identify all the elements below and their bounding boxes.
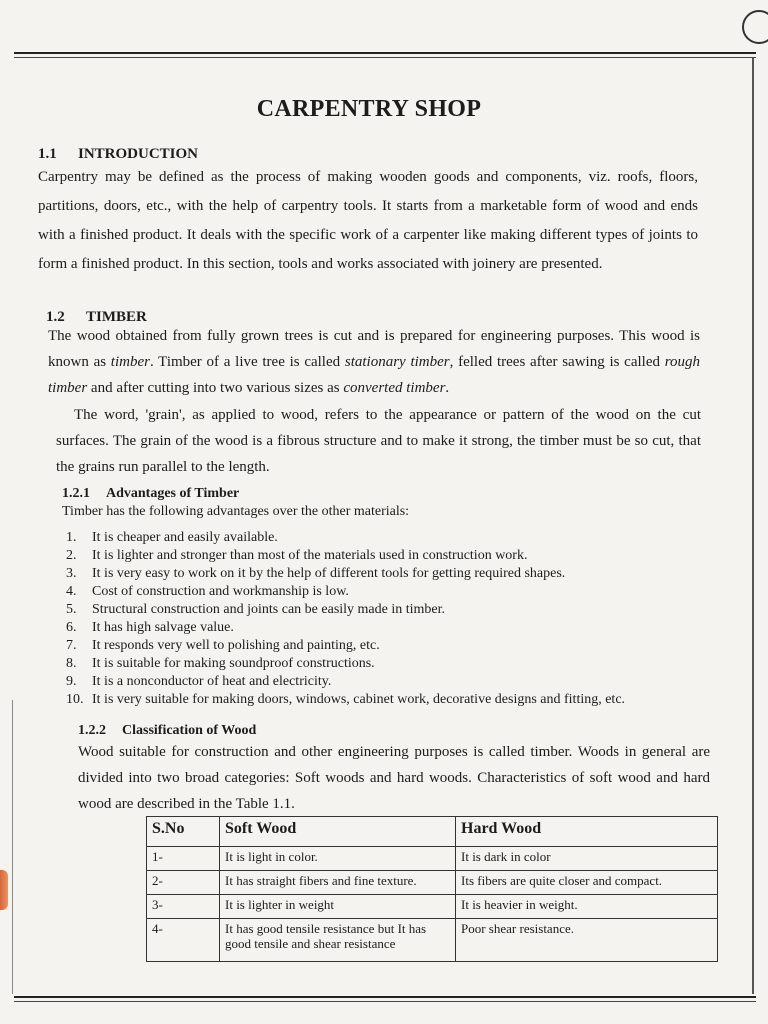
cell-sno: 3- [147, 895, 220, 919]
item-text: It is lighter and stronger than most of the materials used in construction work. [92, 548, 528, 563]
section-title: INTRODUCTION [78, 146, 199, 162]
item-text: It is very easy to work on it by the help of different tools for getting required shapes. [92, 566, 566, 581]
page-title: CARPENTRY SHOP [256, 96, 482, 122]
subsection-number: 1.2.1 [62, 486, 90, 501]
cell-hard-wood: Poor shear resistance. [456, 919, 718, 962]
list-item [66, 655, 716, 673]
softwood-hardwood-table [146, 816, 718, 962]
cell-soft-wood: It is light in color. [220, 847, 456, 871]
emphasis-term: converted timber [343, 380, 446, 396]
list-item [66, 673, 716, 691]
section-heading-introduction [38, 146, 198, 163]
table-row [147, 895, 718, 919]
column-header-hard-wood: Hard Wood [456, 817, 718, 847]
item-text: It responds very well to polishing and painting, etc. [92, 638, 380, 653]
page-edge-mark [0, 870, 8, 910]
text-run: The wood obtained from fully grown trees is cut and is prepared for engineering purposes. This wood is known as [48, 328, 700, 370]
top-rule [14, 52, 756, 58]
list-item [66, 529, 716, 547]
table-header-row [147, 817, 718, 847]
list-item [66, 601, 716, 619]
column-header-sno: S.No [147, 817, 220, 847]
cell-hard-wood: It is dark in color [456, 847, 718, 871]
section-title: TIMBER [86, 309, 147, 325]
bottom-rule [14, 996, 756, 1002]
emphasis-term: rough timber [48, 354, 701, 396]
cell-soft-wood: It has straight fibers and fine texture. [220, 871, 456, 895]
item-number: 9. [66, 674, 77, 689]
list-item [66, 691, 716, 709]
list-item [66, 547, 716, 565]
item-number: 2. [66, 548, 77, 563]
emphasis-term: stationary timber [344, 354, 450, 370]
introduction-paragraph: Carpentry may be defined as the process of making wooden goods and components, viz. roofs, floors, partitions, doors, etc., with the help of carpentry tools. It starts from a marketable form of wood and ends with a finished product. It deals with the specific work of a carpenter like making different types of joints to form a finished product. In this section, tools and works associated with joinery are presented. [38, 169, 698, 272]
table-row [147, 847, 718, 871]
list-item [66, 565, 716, 583]
cell-hard-wood: It is heavier in weight. [456, 895, 718, 919]
table-row [147, 871, 718, 895]
section-number: 1.1 [38, 146, 57, 162]
column-header-soft-wood: Soft Wood [220, 817, 456, 847]
timber-paragraph-1 [48, 323, 700, 401]
item-text: It is suitable for making soundproof constructions. [92, 656, 375, 671]
item-number: 1. [66, 530, 77, 545]
cell-soft-wood: It has good tensile resistance but It has good tensile and shear resistance [220, 919, 456, 962]
table-row [147, 919, 718, 962]
right-rule [752, 58, 754, 994]
list-item [66, 619, 716, 637]
left-rule [12, 700, 13, 994]
list-item [66, 637, 716, 655]
item-number: 3. [66, 566, 77, 581]
corner-circle-mark [742, 10, 768, 44]
text-run: . [445, 380, 450, 396]
item-text: It has high salvage value. [92, 620, 234, 635]
emphasis-term: timber [110, 354, 150, 370]
subsection-title: Classification of Wood [122, 723, 257, 738]
text-run: . Timber of a live tree is called [149, 354, 345, 370]
item-text: It is a nonconductor of heat and electricity. [92, 674, 332, 689]
cell-sno: 4- [147, 919, 220, 962]
section-number: 1.2 [46, 309, 65, 325]
subsection-heading-advantages [62, 486, 239, 502]
item-number: 10. [66, 692, 84, 707]
subsection-title: Advantages of Timber [106, 486, 240, 501]
item-number: 4. [66, 584, 77, 599]
subsection-number: 1.2.2 [78, 723, 106, 738]
item-text: It is very suitable for making doors, windows, cabinet work, decorative designs and fitting, etc. [92, 692, 626, 707]
item-number: 5. [66, 602, 77, 617]
item-number: 8. [66, 656, 77, 671]
classification-paragraph: Wood suitable for construction and other engineering purposes is called timber. Woods in general are divided into two broad categories: Soft woods and hard woods. Characteristics of soft wood and hard wood are described in the Table 1.1. [78, 744, 710, 812]
item-text: Structural construction and joints can be easily made in timber. [92, 602, 446, 617]
item-number: 6. [66, 620, 77, 635]
item-number: 7. [66, 638, 77, 653]
text-run: , felled trees after sawing is called [449, 354, 665, 370]
cell-hard-wood: Its fibers are quite closer and compact. [456, 871, 718, 895]
item-text: It is cheaper and easily available. [92, 530, 278, 545]
list-item [66, 583, 716, 601]
item-text: Cost of construction and workmanship is low. [92, 584, 349, 599]
cell-sno: 1- [147, 847, 220, 871]
timber-paragraph-2: The word, 'grain', as applied to wood, refers to the appearance or pattern of the wood on the cut surfaces. The grain of the wood is a fibrous structure and to make it strong, the timber must be so cut, that the grains run parallel to the length. [56, 407, 701, 475]
text-run: and after cutting into two various sizes as [87, 380, 344, 396]
subsection-heading-classification [78, 723, 256, 739]
cell-soft-wood: It is lighter in weight [220, 895, 456, 919]
advantages-list [66, 529, 716, 709]
advantages-lead: Timber has the following advantages over the other materials: [62, 504, 410, 519]
cell-sno: 2- [147, 871, 220, 895]
